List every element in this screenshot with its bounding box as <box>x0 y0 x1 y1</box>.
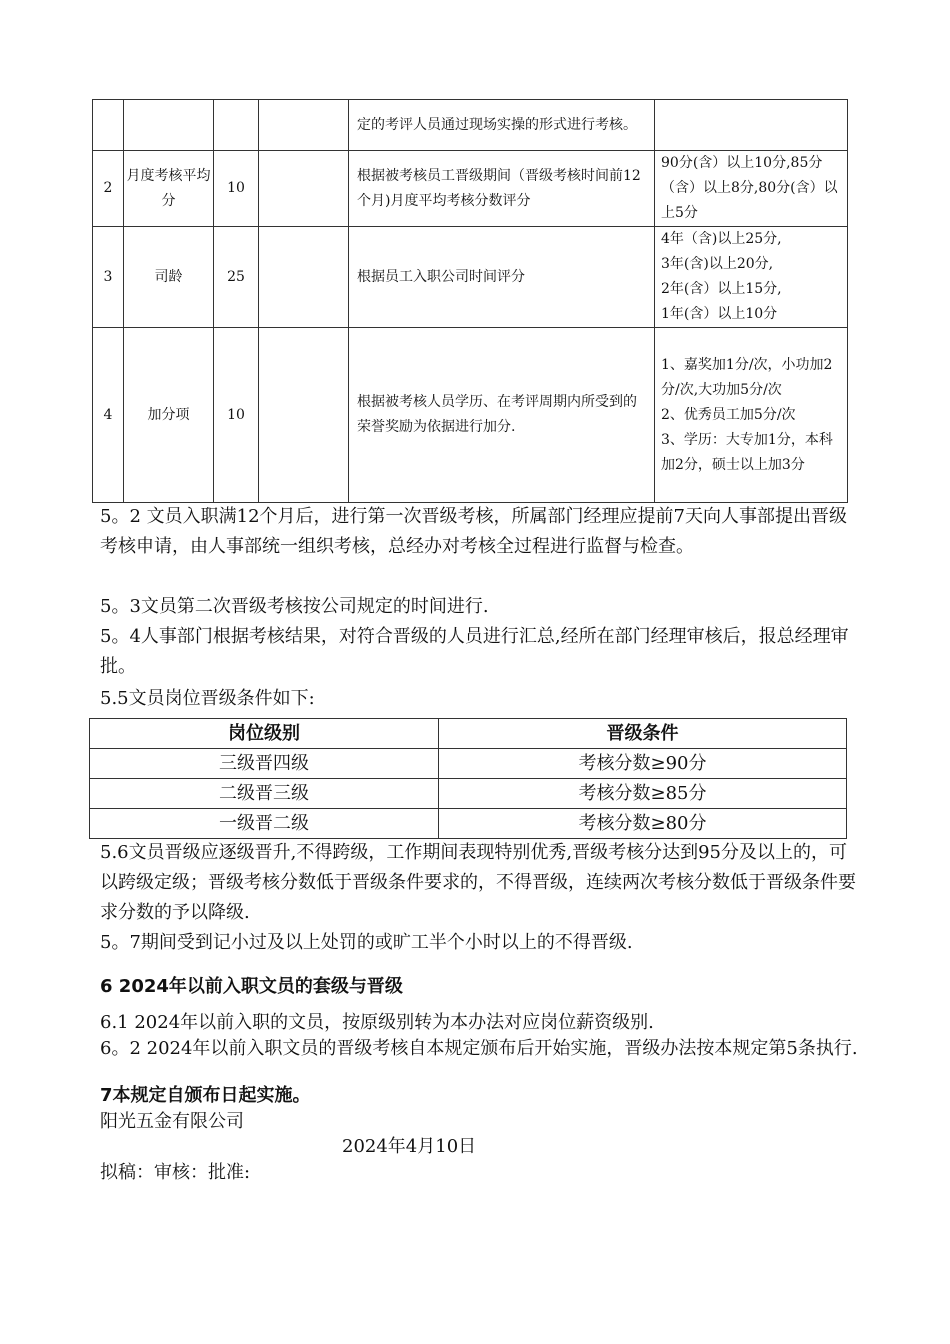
table-row <box>93 328 848 503</box>
table-header-row <box>90 719 847 749</box>
table-row <box>90 809 847 839</box>
paragraph-5-4: 5。4人事部门根据考核结果，对符合晋级的人员进行汇总,经所在部门经理审核后，报总经理审批。 <box>100 626 849 677</box>
company-name: 阳光五金有限公司 <box>100 1111 244 1132</box>
item-description: 根据被考核员工晋级期间（晋级考核时间前12个月)月度平均考核分数评分 <box>349 151 655 227</box>
blank-cell <box>259 227 349 328</box>
item-score <box>214 100 259 151</box>
paragraph-6-1: 6.1 2024年以前入职的文员，按原级别转为本办法对应岗位薪资级别. <box>100 1012 654 1033</box>
promotion-conditions-table <box>89 718 847 839</box>
scoring-standard: 1、嘉奖加1分/次，小功加2分/次,大功加5分/次 2、优秀员工加5分/次 3、学历：大专加1分，本科加2分，硕士以上加3分 <box>655 328 848 503</box>
item-score: 10 <box>214 151 259 227</box>
row-number: 3 <box>93 227 124 328</box>
assessment-criteria-table <box>92 99 848 503</box>
item-description: 定的考评人员通过现场实操的形式进行考核。 <box>349 100 655 151</box>
promotion-condition: 考核分数≥85分 <box>439 779 847 809</box>
scoring-standard <box>655 100 848 151</box>
scoring-standard: 4年（含)以上25分, 3年(含)以上20分, 2年(含）以上15分, 1年(含）以上10分 <box>655 227 848 328</box>
table-row <box>93 151 848 227</box>
item-name <box>124 100 214 151</box>
table-row <box>93 100 848 151</box>
item-name: 月度考核平均分 <box>124 151 214 227</box>
position-level: 一级晋二级 <box>90 809 439 839</box>
table-row <box>90 749 847 779</box>
blank-cell <box>259 100 349 151</box>
position-level: 三级晋四级 <box>90 749 439 779</box>
promotion-condition: 考核分数≥80分 <box>439 809 847 839</box>
table-row <box>90 779 847 809</box>
item-description: 根据被考核人员学历、在考评周期内所受到的荣誉奖励为依据进行加分. <box>349 328 655 503</box>
item-score: 10 <box>214 328 259 503</box>
column-header: 晋级条件 <box>439 719 847 749</box>
section-6-heading: 6 2024年以前入职文员的套级与晋级 <box>100 976 403 997</box>
signature-line: 拟稿：审核：批准: <box>100 1162 251 1183</box>
row-number <box>93 100 124 151</box>
paragraph-5-6: 5.6文员晋级应逐级晋升,不得跨级，工作期间表现特别优秀,晋级考核分达到95分及以上的，可以跨级定级；晋级考核分数低于晋级条件要求的，不得晋级，连续两次考核分数低于晋级条件要求分数的予以降级. <box>100 842 856 923</box>
issue-date: 2024年4月10日 <box>342 1136 477 1157</box>
table-row <box>93 227 848 328</box>
promotion-condition: 考核分数≥90分 <box>439 749 847 779</box>
paragraph-5-5: 5.5文员岗位晋级条件如下: <box>100 688 315 709</box>
paragraph-6-2: 6。2 2024年以前入职文员的晋级考核自本规定颁布后开始实施，晋级办法按本规定第5条执行. <box>100 1038 858 1059</box>
item-name: 司龄 <box>124 227 214 328</box>
section-7-heading: 7本规定自颁布日起实施。 <box>100 1085 311 1106</box>
paragraph-5-2: 5。2 文员入职满12个月后，进行第一次晋级考核，所属部门经理应提前7天向人事部提出晋级考核申请，由人事部统一组织考核，总经办对考核全过程进行监督与检查。 <box>100 506 847 557</box>
paragraph-5-3: 5。3文员第二次晋级考核按公司规定的时间进行. <box>100 596 489 617</box>
position-level: 二级晋三级 <box>90 779 439 809</box>
item-description: 根据员工入职公司时间评分 <box>349 227 655 328</box>
item-score: 25 <box>214 227 259 328</box>
paragraph-5-7: 5。7期间受到记小过及以上处罚的或旷工半个小时以上的不得晋级. <box>100 932 633 953</box>
row-number: 2 <box>93 151 124 227</box>
blank-cell <box>259 328 349 503</box>
column-header: 岗位级别 <box>90 719 439 749</box>
blank-cell <box>259 151 349 227</box>
item-name: 加分项 <box>124 328 214 503</box>
row-number: 4 <box>93 328 124 503</box>
scoring-standard: 90分(含）以上10分,85分（含）以上8分,80分(含）以上5分 <box>655 151 848 227</box>
